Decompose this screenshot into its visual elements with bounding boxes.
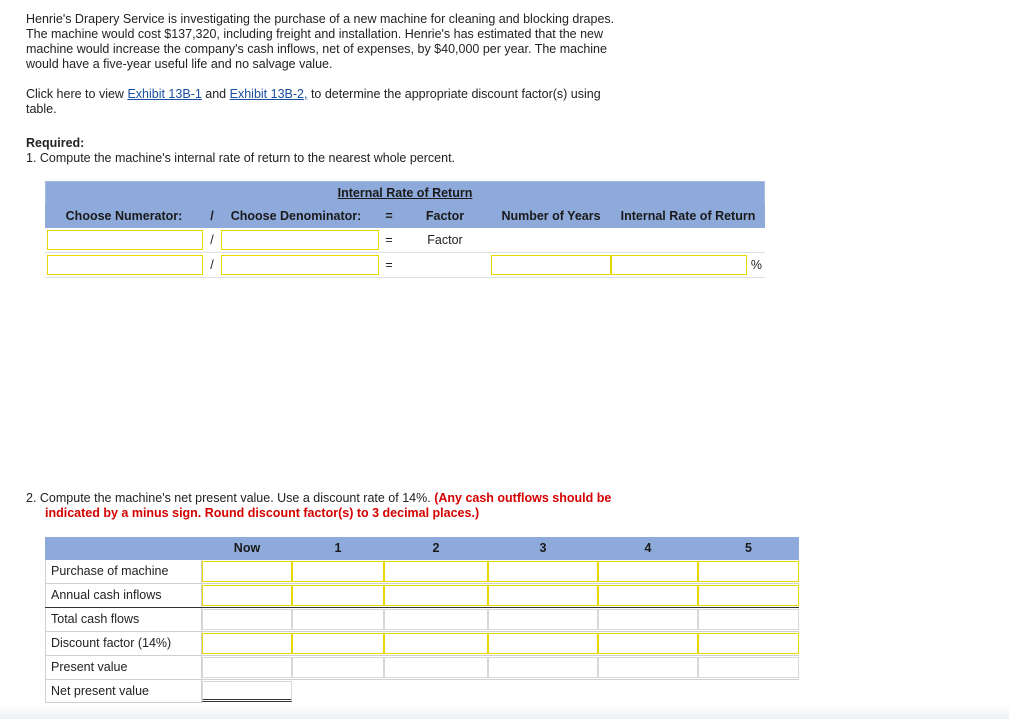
row-annual-inflows	[45, 584, 799, 608]
pv-now-cell	[202, 657, 292, 678]
factor-label: Factor	[427, 233, 463, 247]
problem-line-2: The machine would cost $137,320, including freight and installation. Henrie's has estimated that the new	[26, 27, 604, 41]
problem-line-4: would have a five-year useful life and no salvage value.	[26, 57, 333, 71]
row-purchase	[45, 560, 799, 584]
row-label: Annual cash inflows	[45, 584, 202, 607]
purchase-now-input[interactable]	[202, 561, 292, 582]
years-header: Number of Years	[501, 209, 601, 223]
question-2-line-1	[26, 491, 611, 506]
denominator-input-2[interactable]	[221, 255, 379, 275]
inflows-now-input[interactable]	[202, 585, 292, 606]
row-present-value	[45, 656, 799, 680]
factor-y1-input[interactable]	[292, 633, 384, 654]
instructions-line-2: table.	[26, 102, 57, 116]
purchase-y3-input[interactable]	[488, 561, 598, 582]
factor-now-input[interactable]	[202, 633, 292, 654]
problem-line-3: machine would increase the company's cash inflows, net of expenses, by $40,000 per year. The machine	[26, 42, 607, 56]
row-label: Purchase of machine	[45, 560, 202, 583]
inflows-y1-input[interactable]	[292, 585, 384, 606]
instructions-prefix: Click here to view	[26, 87, 124, 101]
problem-statement	[26, 12, 646, 117]
row-discount-factor	[45, 632, 799, 656]
total-y4-cell	[598, 609, 698, 630]
irr-input[interactable]	[611, 255, 747, 275]
factor-y5-input[interactable]	[698, 633, 799, 654]
col-year-5: 5	[745, 541, 752, 555]
factor-y2-input[interactable]	[384, 633, 488, 654]
purchase-y1-input[interactable]	[292, 561, 384, 582]
factor-y3-input[interactable]	[488, 633, 598, 654]
page-bottom-shade	[0, 704, 1009, 719]
npv-header-row	[45, 537, 799, 560]
years-input[interactable]	[491, 255, 611, 275]
total-y3-cell	[488, 609, 598, 630]
problem-line-1: Henrie's Drapery Service is investigating the purchase of a new machine for cleaning and blocking drapes.	[26, 12, 615, 26]
row-label: Discount factor (14%)	[45, 632, 202, 655]
question-1: 1. Compute the machine's internal rate of return to the nearest whole percent.	[26, 151, 456, 165]
total-y5-cell	[698, 609, 799, 630]
slash-2: /	[210, 258, 214, 272]
exhibit-instructions	[26, 87, 646, 102]
irr-input-wrapper	[611, 253, 765, 277]
exhibit-13b-2-link[interactable]: Exhibit 13B-2,	[229, 87, 308, 101]
inflows-y5-input[interactable]	[698, 585, 799, 606]
row-label: Net present value	[45, 680, 202, 703]
exhibit-13b-1-link[interactable]: Exhibit 13B-1	[127, 87, 202, 101]
row-label: Total cash flows	[45, 608, 202, 631]
col-year-2: 2	[432, 541, 440, 555]
numerator-select-1[interactable]	[47, 230, 203, 250]
denominator-select-1[interactable]	[221, 230, 379, 250]
total-y1-cell	[292, 609, 384, 630]
col-year-4: 4	[644, 541, 652, 555]
numerator-header: Choose Numerator:	[65, 209, 183, 223]
question-2-note-1: (Any cash outflows should be	[434, 491, 612, 505]
factor-header: Factor	[425, 209, 465, 223]
factor-y4-input[interactable]	[598, 633, 698, 654]
irr-table	[45, 181, 765, 278]
npv-total-cell	[202, 681, 292, 702]
question-2-note-2: indicated by a minus sign. Round discount factor(s) to 3 decimal places.)	[45, 506, 480, 520]
instructions-and: and	[205, 87, 227, 101]
equals-2: =	[385, 258, 393, 272]
percent-sign: %	[750, 258, 762, 272]
purchase-y4-input[interactable]	[598, 561, 698, 582]
irr-header: Internal Rate of Return	[620, 209, 756, 223]
pv-y5-cell	[698, 657, 799, 678]
pv-y3-cell	[488, 657, 598, 678]
row-net-present-value	[45, 680, 799, 703]
purchase-y2-input[interactable]	[384, 561, 488, 582]
irr-row-2	[45, 253, 765, 278]
question-2	[26, 491, 611, 521]
irr-table-title: Internal Rate of Return	[45, 181, 765, 204]
col-year-3: 3	[539, 541, 547, 555]
total-y2-cell	[384, 609, 488, 630]
npv-table	[45, 537, 799, 703]
irr-row-1	[45, 228, 765, 253]
pv-y4-cell	[598, 657, 698, 678]
slash-1: /	[210, 233, 214, 247]
row-label: Present value	[45, 656, 202, 679]
numerator-input-2[interactable]	[47, 255, 203, 275]
instructions-suffix: to determine the appropriate discount factor(s) using	[310, 87, 601, 101]
total-now-cell	[202, 609, 292, 630]
col-now: Now	[233, 541, 261, 555]
col-year-1: 1	[334, 541, 342, 555]
inflows-y3-input[interactable]	[488, 585, 598, 606]
inflows-y2-input[interactable]	[384, 585, 488, 606]
required-heading: Required:	[26, 136, 85, 150]
equals-header: =	[385, 209, 393, 223]
pv-y1-cell	[292, 657, 384, 678]
pv-y2-cell	[384, 657, 488, 678]
purchase-y5-input[interactable]	[698, 561, 799, 582]
row-total-cash-flows	[45, 608, 799, 632]
denominator-header: Choose Denominator:	[230, 209, 362, 223]
inflows-y4-input[interactable]	[598, 585, 698, 606]
slash-header: /	[210, 209, 214, 223]
irr-header-row	[45, 204, 765, 228]
equals-1: =	[385, 233, 393, 247]
question-2-text: 2. Compute the machine's net present value. Use a discount rate of 14%.	[26, 491, 431, 505]
